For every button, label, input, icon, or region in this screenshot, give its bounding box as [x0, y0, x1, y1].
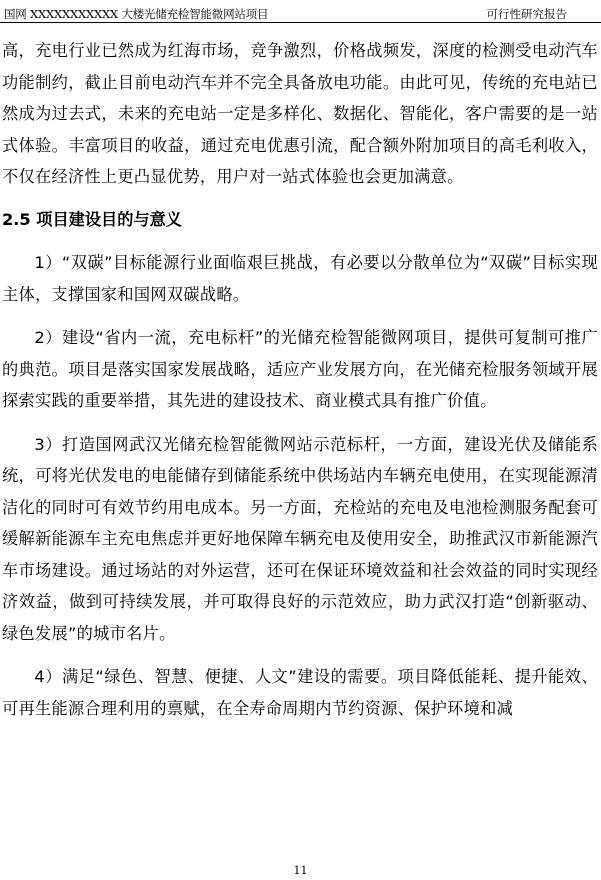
- list-item-1: 1）“双碳”目标能源行业面临艰巨挑战，有必要以分散单位为“双碳”目标实现主体，支撑国家和国网双碳战略。: [2, 253, 598, 304]
- header-report-type: 可行性研究报告: [486, 7, 567, 21]
- list-item-3: 3）打造国网武汉光储充检智能微网站示范标杆，一方面，建设光伏及储能系统，可将光伏发电的电能储存到储能系统中供场站内车辆充电使用，在实现能源清洁化的同时可有效节约用电成本。另一方面，充检站的充电及电池检测服务配套可缓解新能源车主充电焦虑并更好地保障车辆充电及使用安全，助推武汉市新能源汽车市场建设。通过场站的对外运营，还可在保证环境效益和社会效益的同时实现经济效益，做到可持续发展，并可取得良好的示范效应，助力武汉打造“创新驱动、绿色发展”的城市名片。: [2, 434, 598, 643]
- page-number: 11: [293, 864, 308, 877]
- list-item-2: 2）建设“省内一流，充电标杆”的光储充检智能微网项目，提供可复制可推广的典范。项目是落实国家发展战略，适应产业发展方向，在光储充检服务领域开展探索实践的重要举措，其先进的建设技术、商业模式具有推广价值。: [2, 328, 598, 410]
- intro-paragraph: 高，充电行业已然成为红海市场，竞争激烈，价格战频发，深度的检测受电动汽车功能制约，截止目前电动汽车并不完全具备放电功能。由此可见，传统的充电站已然成为过去式，未来的充电站一定是多样化、数据化、智能化，客户需要的是一站式体验。丰富项目的收益，通过充电优惠引流，配合额外附加项目的高毛利收入，不仅在经济性上更凸显优势，用户对一站式体验也会更加满意。: [2, 41, 598, 186]
- page-header: [0, 0, 601, 24]
- section-heading: 2.5 项目建设目的与意义: [2, 209, 182, 229]
- header-divider: [0, 22, 601, 23]
- list-item-4: 4）满足“绿色、智慧、便捷、人文”建设的需要。项目降低能耗、提升能效、可再生能源合理利用的禀赋，在全寿命周期内节约资源、保护环境和减: [2, 667, 598, 718]
- header-project-title: 国网 XXXXXXXXXXX 大楼光储充检智能微网站项目: [4, 7, 269, 21]
- document-body: [2, 35, 598, 724]
